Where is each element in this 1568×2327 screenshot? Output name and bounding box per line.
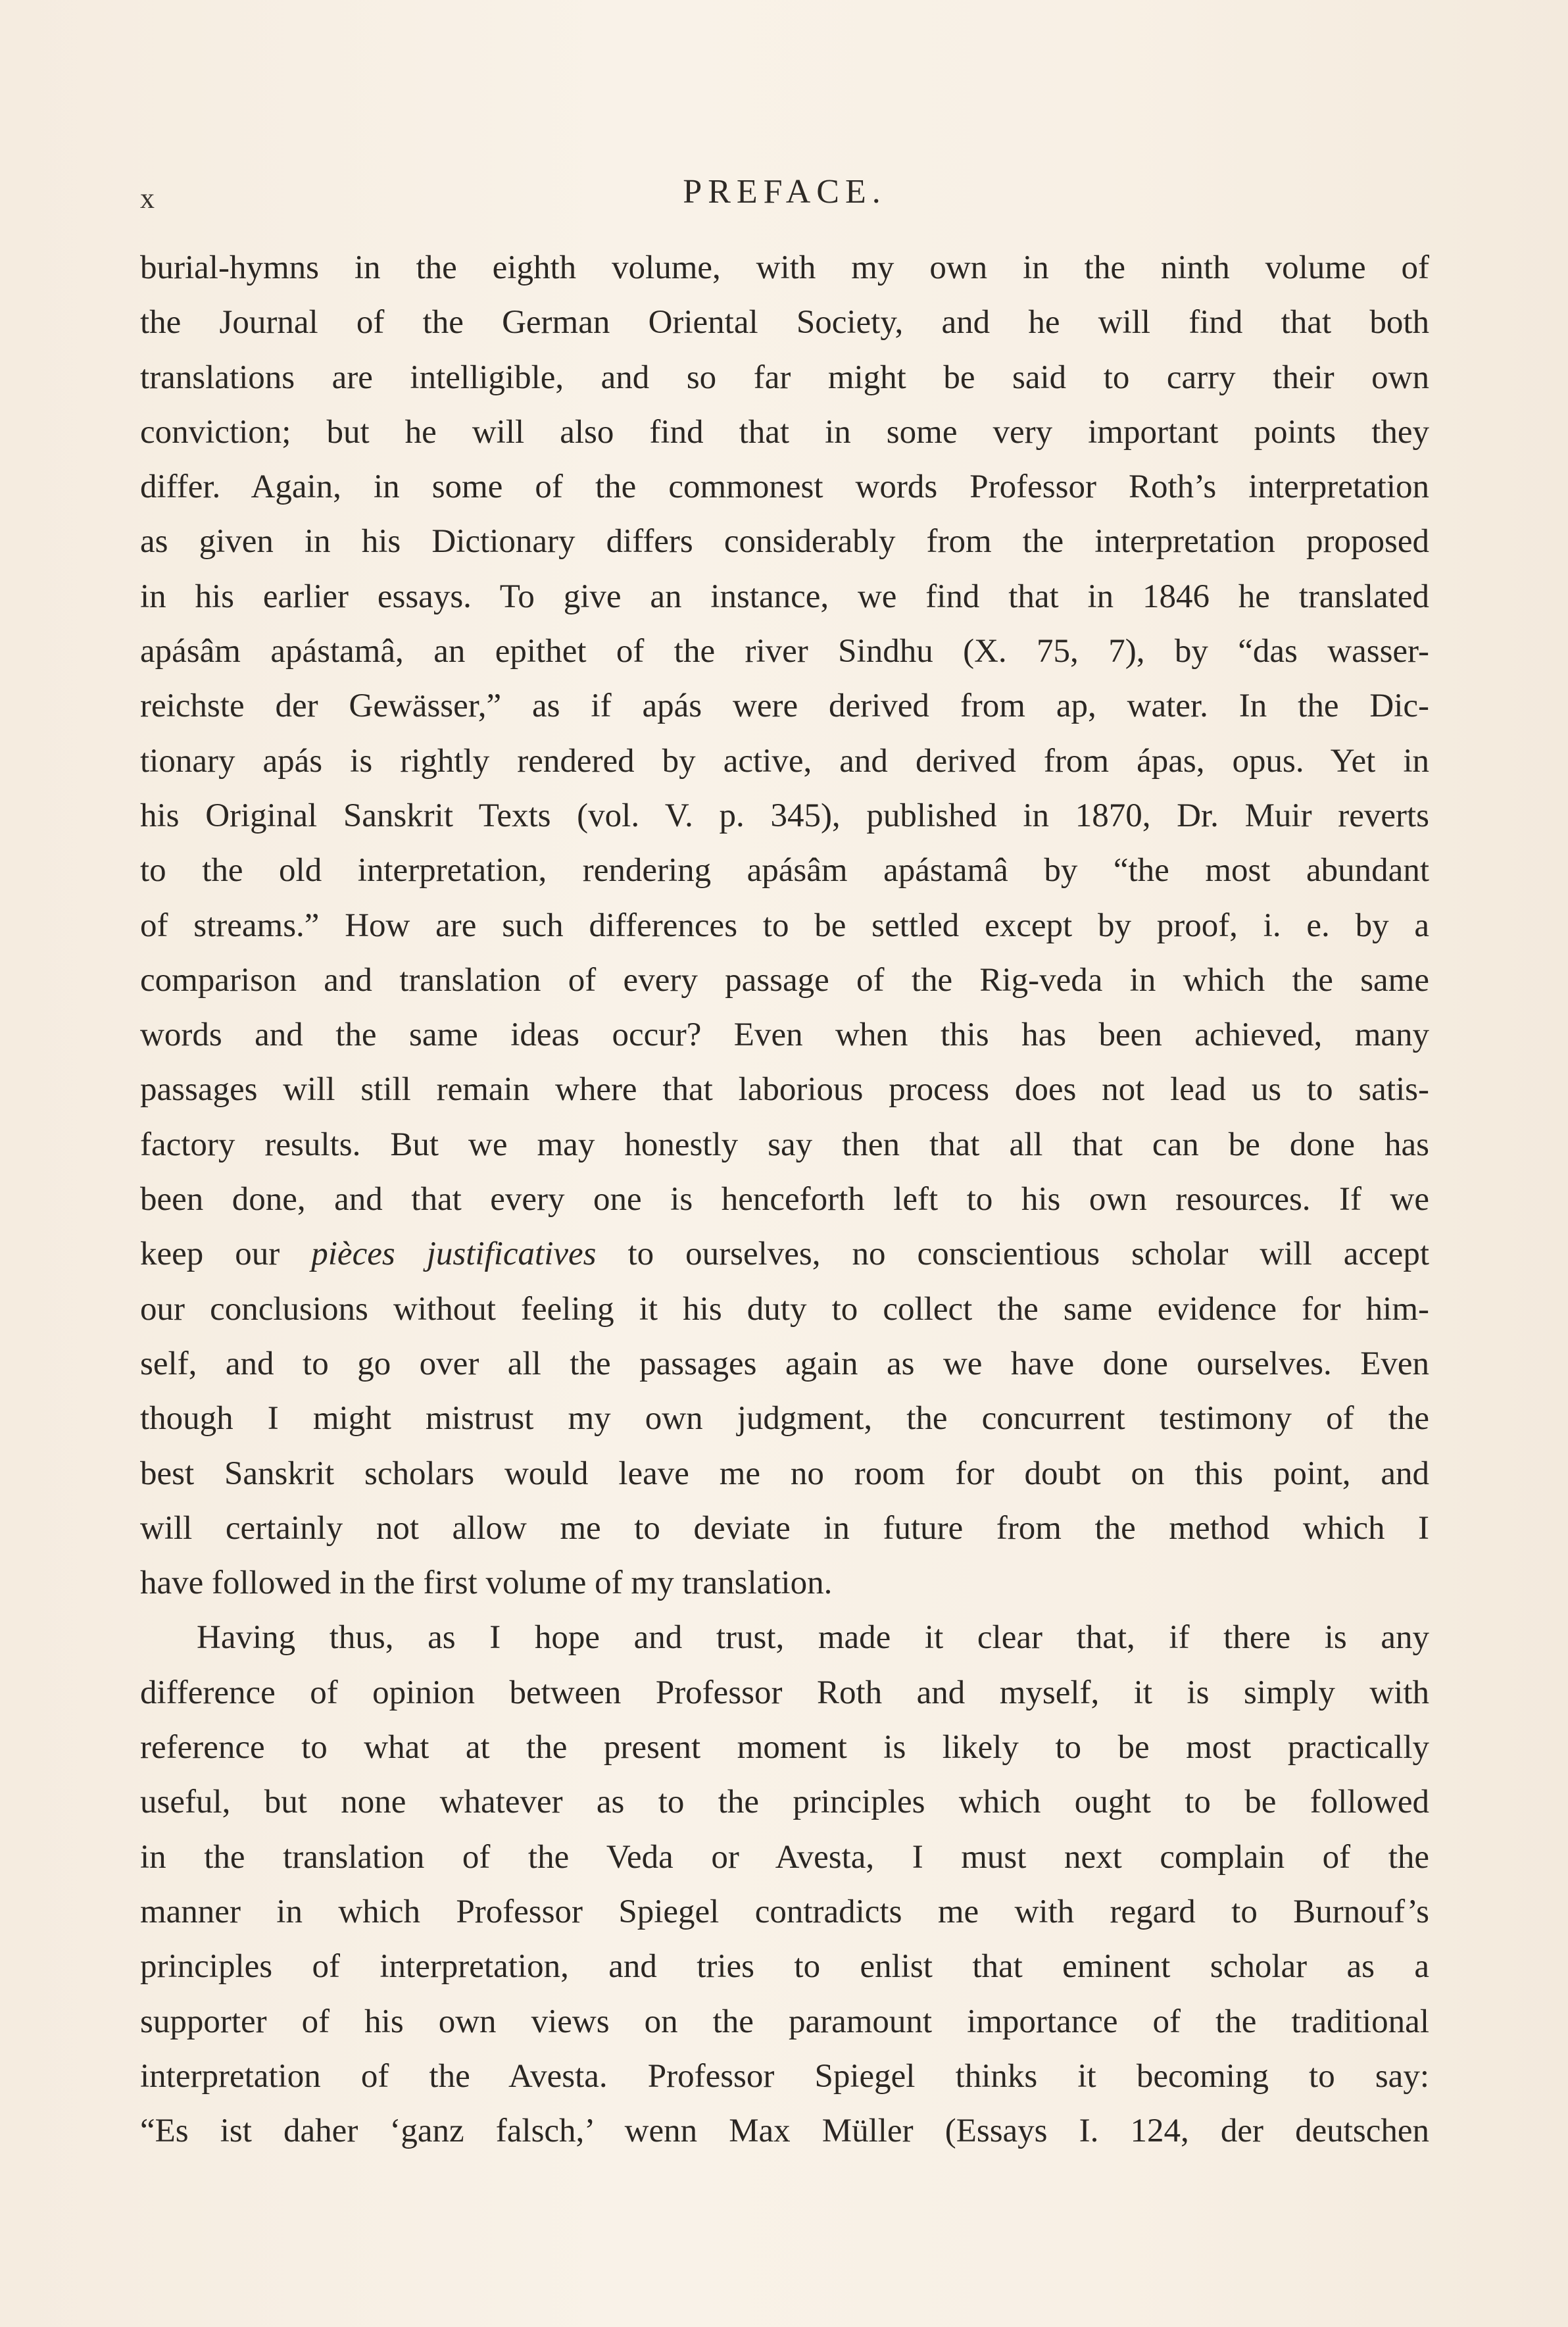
text-line: will certainly not allow me to deviate in future from the method which I <box>140 1509 1429 1547</box>
text-line: words and the same ideas occur? Even when this has been achieved, many <box>140 1016 1429 1054</box>
text-line: to the old interpretation, rendering apásâm apástamâ by “the most abundant <box>140 852 1429 889</box>
running-head <box>140 172 1429 218</box>
page-number: x <box>140 182 156 214</box>
text-line: burial-hymns in the eighth volume, with my own in the ninth volume of <box>140 249 1429 286</box>
text-line: apásâm apástamâ, an epithet of the river Sindhu (X. 75, 7), by “das wasser- <box>140 633 1429 670</box>
text-line: our conclusions without feeling it his duty to collect the same evidence for him- <box>140 1290 1429 1328</box>
text-line: tionary apás is rightly rendered by active, and derived from ápas, opus. Yet in <box>140 742 1429 780</box>
text-line: best Sanskrit scholars would leave me no room for doubt on this point, and <box>140 1455 1429 1492</box>
text-line: though I might mistrust my own judgment, the concurrent testimony of the <box>140 1400 1429 1438</box>
text-line: self, and to go over all the passages again as we have done ourselves. Even <box>140 1345 1429 1382</box>
text-line: in his earlier essays. To give an instance, we find that in 1846 he translated <box>140 578 1429 615</box>
text-line: his Original Sanskrit Texts (vol. V. p. 345), published in 1870, Dr. Muir reverts <box>140 797 1429 834</box>
paragraph-2 <box>140 1611 1429 2159</box>
text-line: Having thus, as I hope and trust, made it clear that, if there is any <box>197 1619 1429 1657</box>
text-line: comparison and translation of every passage of the Rig-veda in which the same <box>140 961 1429 999</box>
text-line: passages will still remain where that laborious process does not lead us to satis- <box>140 1071 1429 1109</box>
text-line: difference of opinion between Professor Roth and myself, it is simply with <box>140 1674 1429 1711</box>
text-line: conviction; but he will also find that in some very important points they <box>140 413 1429 451</box>
text-line: reference to what at the present moment is likely to be most practically <box>140 1729 1429 1766</box>
text-line: of streams.” How are such differences to be settled except by proof, i. e. by a <box>140 907 1429 944</box>
text-line: factory results. But we may honestly say then that all that can be done has <box>140 1126 1429 1163</box>
text-run: keep our <box>140 1236 312 1273</box>
text-line: translations are intelligible, and so far might be said to carry their own <box>140 359 1429 396</box>
text-line: “Es ist daher ‘ganz falsch,’ wenn Max Müller (Essays I. 124, der deutschen <box>140 2113 1429 2150</box>
text-line: as given in his Dictionary differs considerably from the interpretation proposed <box>140 523 1429 561</box>
text-line: differ. Again, in some of the commonest words Professor Roth’s interpretation <box>140 468 1429 506</box>
text-run: to ourselves, no conscientious scholar will accept <box>596 1236 1429 1273</box>
text-line-with-italic <box>140 1227 1429 1282</box>
paragraph-1 <box>140 241 1429 1611</box>
text-line: reichste der Gewässer,” as if apás were derived from ap, water. In the Dic- <box>140 688 1429 725</box>
text-line: manner in which Professor Spiegel contradicts me with regard to Burnouf’s <box>140 1893 1429 1930</box>
text-line: supporter of his own views on the paramount importance of the traditional <box>140 2003 1429 2040</box>
text-line: useful, but none whatever as to the principles which ought to be followed <box>140 1784 1429 1821</box>
text-line: been done, and that every one is henceforth left to his own resources. If we <box>140 1181 1429 1218</box>
body-text <box>140 241 1429 2159</box>
running-title: PREFACE. <box>683 173 887 211</box>
text-line: have followed in the first volume of my translation. <box>140 1564 833 1602</box>
text-line: principles of interpretation, and tries to enlist that eminent scholar as a <box>140 1948 1429 1986</box>
italic-phrase: pièces justificatives <box>311 1236 597 1273</box>
text-line: the Journal of the German Oriental Society, and he will find that both <box>140 304 1429 341</box>
text-line: interpretation of the Avesta. Professor Spiegel thinks it becoming to say: <box>140 2057 1429 2095</box>
text-line: in the translation of the Veda or Avesta, I must next complain of the <box>140 1838 1429 1876</box>
